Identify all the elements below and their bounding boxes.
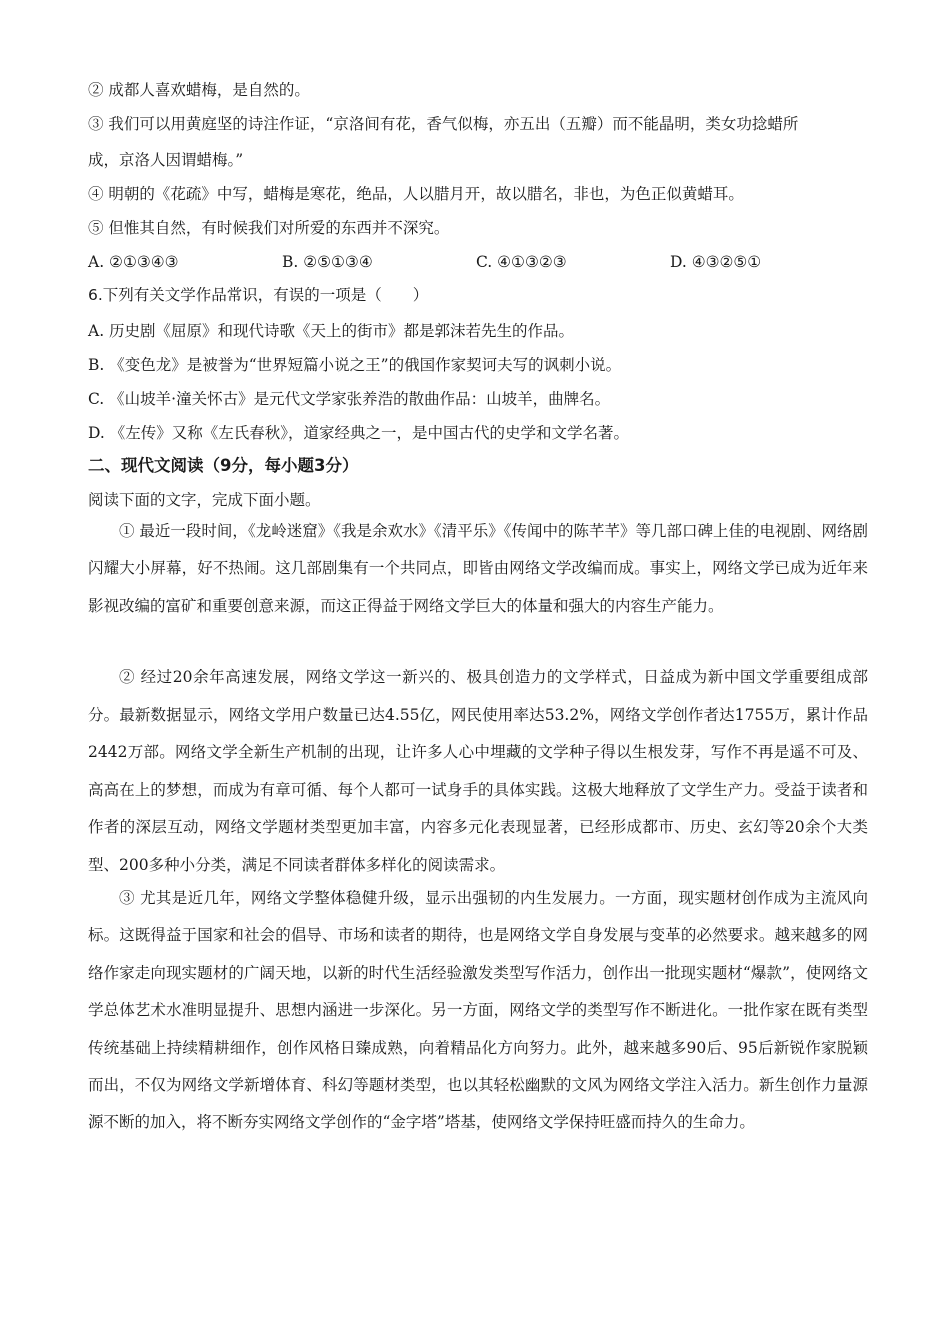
article-paragraph-2: ② 经过20余年高速发展，网络文学这一新兴的、极具创造力的文学样式，日益成为新中国文学重要组成部分。最新数据显示，网络文学用户数量已达4.55亿，网民使用率达53.2%，网络文学创作者达1755万，累计作品2442万部。网络文学全新生产机制的出现，让许多人心中埋藏的文学种子得以生根发芽，写作不再是遥不可及、高高在上的梦想，而成为有章可循、每个人都可一试身手的具体实践。这极大地释放了文学生产力。受益于读者和作者的深层互动，网络文学题材类型更加丰富，内容多元化表现显著，已经形成都市、历史、玄幻等20余个大类型、200多种小分类，满足不同读者群体多样化的阅读需求。 [88, 668, 868, 874]
passage-sentence-3: ③ 我们可以用黄庭坚的诗注作证，“京洛间有花，香气似梅，亦五出（五瓣）而不能晶明，类女功捻蜡所 [88, 115, 799, 133]
passage-sentence-2: ② 成都人喜欢蜡梅，是自然的。 [88, 81, 310, 99]
passage-sentence-4: ④ 明朝的《花疏》中写，蜡梅是寒花，绝品，人以腊月开，故以腊名，非也，为色正似黄蜡耳。 [88, 185, 744, 203]
reading-instruction: 阅读下面的文字，完成下面小题。 [88, 491, 321, 509]
q5-option-c: C. ④①③②③ [476, 253, 567, 271]
passage-sentence-5: ⑤ 但惟其自然，有时候我们对所爱的东西并不深究。 [88, 219, 450, 237]
q6-option-a: A. 历史剧《屈原》和现代诗歌《天上的街市》都是郭沫若先生的作品。 [88, 322, 575, 340]
q5-option-b: B. ②⑤①③④ [282, 253, 373, 271]
q6-option-b: B. 《变色龙》是被誉为“世界短篇小说之王”的俄国作家契诃夫写的讽刺小说。 [88, 356, 622, 374]
passage-sentence-3-cont: 成，京洛人因谓蜡梅。” [88, 151, 244, 169]
q6-option-d: D. 《左传》又称《左氏春秋》，道家经典之一，是中国古代的史学和文学名著。 [88, 424, 629, 442]
article-paragraph-3: ③ 尤其是近几年，网络文学整体稳健升级，显示出强韧的内生发展力。一方面，现实题材创作成为主流风向标。这既得益于国家和社会的倡导、市场和读者的期待，也是网络文学自身发展与变革的必然要求。越来越多的网络作家走向现实题材的广阔天地，以新的时代生活经验激发类型写作活力，创作出一批现实题材“爆款”，使网络文学总体艺术水准明显提升、思想内涵进一步深化。另一方面，网络文学的类型写作不断进化。一批作家在既有类型传统基础上持续精耕细作，创作风格日臻成熟，向着精品化方向努力。此外，越来越多90后、95后新锐作家脱颖而出，不仅为网络文学新增体育、科幻等题材类型，也以其轻松幽默的文风为网络文学注入活力。新生创作力量源源不断的加入，将不断夯实网络文学创作的“金字塔”塔基，使网络文学保持旺盛而持久的生命力。 [88, 889, 868, 1132]
article-paragraph-1: ① 最近一段时间，《龙岭迷窟》《我是余欢水》《清平乐》《传闻中的陈芊芊》等几部口碑上佳的电视剧、网络剧闪耀大小屏幕，好不热闹。这几部剧集有一个共同点，即皆由网络文学改编而成。事实上，网络文学已成为近年来影视改编的富矿和重要创意来源，而这正得益于网络文学巨大的体量和强大的内容生产能力。 [88, 522, 868, 615]
section-heading: 二、现代文阅读（9分，每小题3分） [88, 456, 359, 475]
q6-stem: 6.下列有关文学作品常识，有误的一项是（ ） [88, 286, 429, 304]
q5-option-d: D. ④③②⑤① [670, 253, 762, 271]
q6-option-c: C. 《山坡羊·潼关怀古》是元代文学家张养浩的散曲作品：山坡羊，曲牌名。 [88, 390, 611, 408]
q5-option-a: A. ②①③④③ [88, 253, 179, 271]
